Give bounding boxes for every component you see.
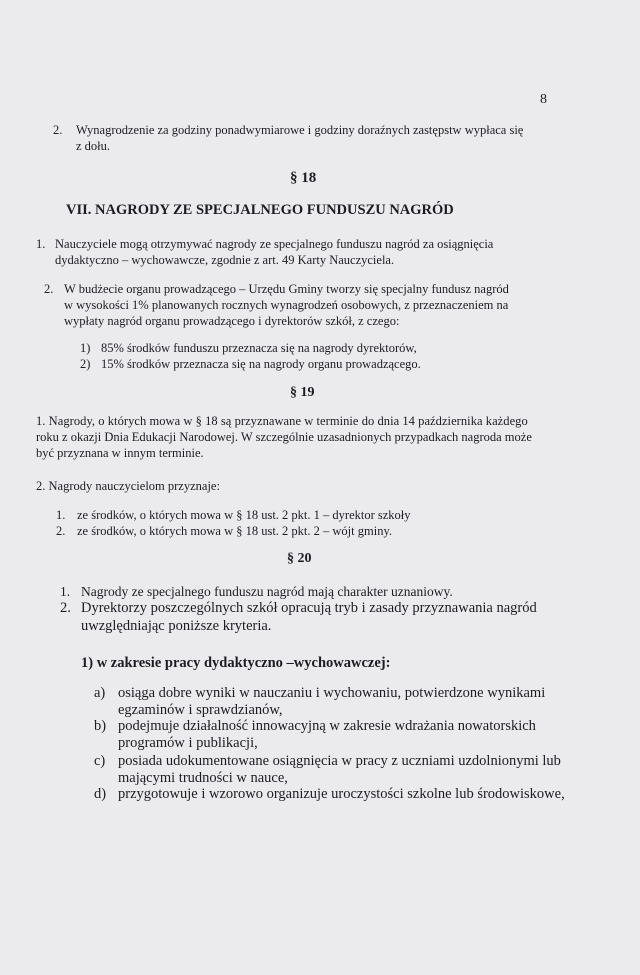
criterion-letter: c)	[94, 753, 106, 769]
criterion-letter: d)	[94, 786, 107, 802]
paragraph-text: Dyrektorzy poszczególnych szkół opracują tryb i zasady przyznawania nagród	[81, 600, 537, 616]
page-number: 8	[540, 92, 547, 107]
criteria-title: 1) w zakresie pracy dydaktyczno –wychowawczej:	[81, 655, 391, 671]
paragraph-text: Nauczyciele mogą otrzymywać nagrody ze specjalnego funduszu nagród za osiągnięcia	[55, 237, 494, 251]
paragraph-text: 1. Nagrody, o których mowa w § 18 są przyznawane w terminie do dnia 14 października każdego	[36, 414, 528, 428]
paragraph-number: 2.	[60, 600, 71, 616]
list-item-text: 15% środków przeznacza się na nagrody organu prowadzącego.	[101, 357, 421, 371]
criterion-text: egzaminów i sprawdzianów,	[118, 702, 283, 718]
paragraph-text: dydaktyczno – wychowawcze, zgodnie z art. 49 Karty Nauczyciela.	[55, 253, 395, 267]
chapter-title: VII. NAGRODY ZE SPECJALNEGO FUNDUSZU NAGRÓD	[66, 202, 454, 218]
paragraph-text: Nagrody ze specjalnego funduszu nagród mają charakter uznaniowy.	[81, 584, 453, 599]
criterion-text: mającymi trudności w nauce,	[118, 770, 288, 786]
list-item-text: 85% środków funduszu przeznacza się na nagrody dyrektorów,	[101, 341, 417, 355]
section-heading: § 18	[290, 170, 317, 186]
criterion-text: osiąga dobre wyniki w nauczaniu i wychowaniu, potwierdzone wynikami	[118, 685, 546, 701]
criterion-text: programów i publikacji,	[118, 735, 258, 751]
paragraph-number: 2.	[44, 282, 54, 296]
list-item-number: 1.	[56, 508, 66, 522]
criterion-text: podejmuje działalność innowacyjną w zakresie wdrażania nowatorskich	[118, 718, 536, 734]
paragraph-text: W budżecie organu prowadzącego – Urzędu Gminy tworzy się specjalny fundusz nagród	[64, 282, 509, 296]
paragraph-text: wypłaty nagród organu prowadzącego i dyrektorów szkół, z czego:	[64, 314, 400, 328]
list-item-number: 1)	[80, 341, 91, 355]
paragraph-text: Wynagrodzenie za godziny ponadwymiarowe i godziny doraźnych zastępstw wypłaca się	[76, 123, 524, 137]
criterion-text: posiada udokumentowane osiągnięcia w pracy z uczniami uzdolnionymi lub	[118, 753, 561, 769]
paragraph-text: uwzględniając poniższe kryteria.	[81, 618, 272, 634]
criterion-text: przygotowuje i wzorowo organizuje uroczystości szkolne lub środowiskowe,	[118, 786, 565, 802]
section-heading: § 20	[287, 551, 312, 566]
section-heading: § 19	[290, 385, 315, 400]
paragraph-text: być przyznana w innym terminie.	[36, 446, 204, 460]
paragraph-text: w wysokości 1% planowanych rocznych wynagrodzeń osobowych, z przeznaczeniem na	[64, 298, 509, 312]
list-item-text: ze środków, o których mowa w § 18 ust. 2 pkt. 1 – dyrektor szkoły	[77, 508, 411, 522]
criterion-letter: a)	[94, 685, 106, 701]
criterion-letter: b)	[94, 718, 107, 734]
paragraph-text: 2. Nagrody nauczycielom przyznaje:	[36, 479, 220, 493]
list-item-text: ze środków, o których mowa w § 18 ust. 2 pkt. 2 – wójt gminy.	[77, 524, 393, 538]
paragraph-text: roku z okazji Dnia Edukacji Narodowej. W szczególnie uzasadnionych przypadkach nagroda może	[36, 430, 532, 444]
paragraph-number: 2.	[53, 123, 63, 137]
paragraph-text: z dołu.	[76, 139, 111, 153]
list-item-number: 2.	[56, 524, 66, 538]
paragraph-number: 1.	[60, 584, 71, 599]
list-item-number: 2)	[80, 357, 91, 371]
paragraph-number: 1.	[36, 237, 46, 251]
